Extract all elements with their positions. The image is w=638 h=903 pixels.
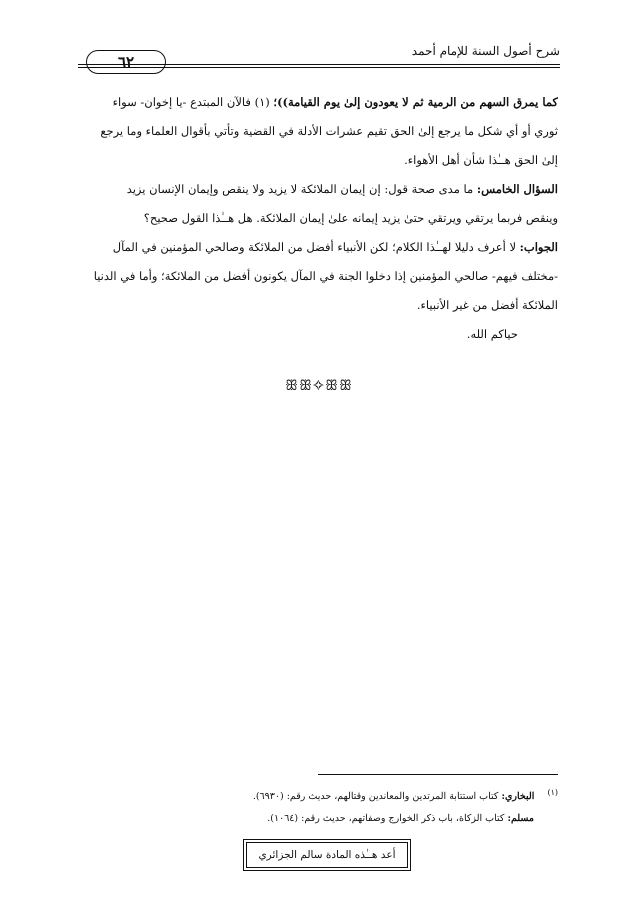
footnote-text: كتاب الزكاة، باب ذكر الخوارج وصفاتهم، حديث رقم: (١٠٦٤). xyxy=(267,813,505,825)
footnote-marker: (١) xyxy=(547,788,558,797)
question-label: السؤال الخامس: xyxy=(476,182,558,196)
answer-text-1: لا أعرف دليلا لهــٰذا الكلام؛ لكن الأنبياء أفضل من الملائكة وصالحي المؤمنين في المآل xyxy=(112,240,516,254)
answer-line-1 xyxy=(80,233,558,262)
footnote-rule xyxy=(318,774,558,775)
closing-line: حياكم الله. xyxy=(466,327,518,341)
header-rule-double xyxy=(78,67,560,68)
section-ornament: ꕥꕥ✧ꕥꕥ xyxy=(284,378,354,394)
footnote-source: البخاري: xyxy=(501,791,535,803)
question-text-1: ما مدى صحة قول: إن إيمان الملائكة لا يزيد ولا ينقص وإيمان الإنسان يزيد xyxy=(126,182,474,196)
footnote-2 xyxy=(80,808,558,830)
footnotes xyxy=(80,782,558,830)
body-line-1 xyxy=(80,88,558,117)
answer-label: الجواب: xyxy=(519,240,558,254)
footnote-ref: (١) xyxy=(254,95,270,109)
answer-line-3: الملائكة أفضل من غير الأنبياء. xyxy=(416,298,558,312)
running-header-title: شرح أصول السنة للإمام أحمد xyxy=(411,44,560,58)
body-line-2: ثوري أو أي شكل ما يرجع إلىٰ الحق تقيم عشرات الأدلة في القضية وتأتي بأقوال العلماء وما يرجع xyxy=(100,124,558,138)
body-line-3: إلىٰ الحق هــٰذا شأن أهل الأهواء. xyxy=(404,153,558,167)
footnote-1 xyxy=(80,782,558,808)
question-line-1 xyxy=(80,175,558,204)
answer-line-2: -مختلف فيهم- صالحي المؤمنين إذا دخلوا الجنة في المآل يكونون أفضل من الملائكة؛ وأما في الدنيا xyxy=(93,269,558,283)
question-line-2: وينقص فربما يرتقي ويرتقي حتىٰ يزيد إيمانه علىٰ إيمان الملائكة. هل هــٰذا القول صحيح؟ xyxy=(143,211,558,225)
page-number-badge: ٦٢ xyxy=(86,50,166,74)
body-text xyxy=(80,88,558,349)
credit-box: أعد هــٰذه المادة سالم الجزائري xyxy=(246,842,408,868)
header-rule xyxy=(78,64,560,65)
footnote-source: مسلم: xyxy=(507,813,534,825)
footnote-text: كتاب استتابة المرتدين والمعاندين وقتالهم، حديث رقم: (٦٩٣٠). xyxy=(252,791,499,803)
body-line-1-rest: فالآن المبتدع -يا إخوان- سواء xyxy=(112,95,251,109)
hadith-quote: كما يمرق السهم من الرمية ثم لا يعودون إلىٰ يوم القيامة))؛ xyxy=(273,95,558,109)
